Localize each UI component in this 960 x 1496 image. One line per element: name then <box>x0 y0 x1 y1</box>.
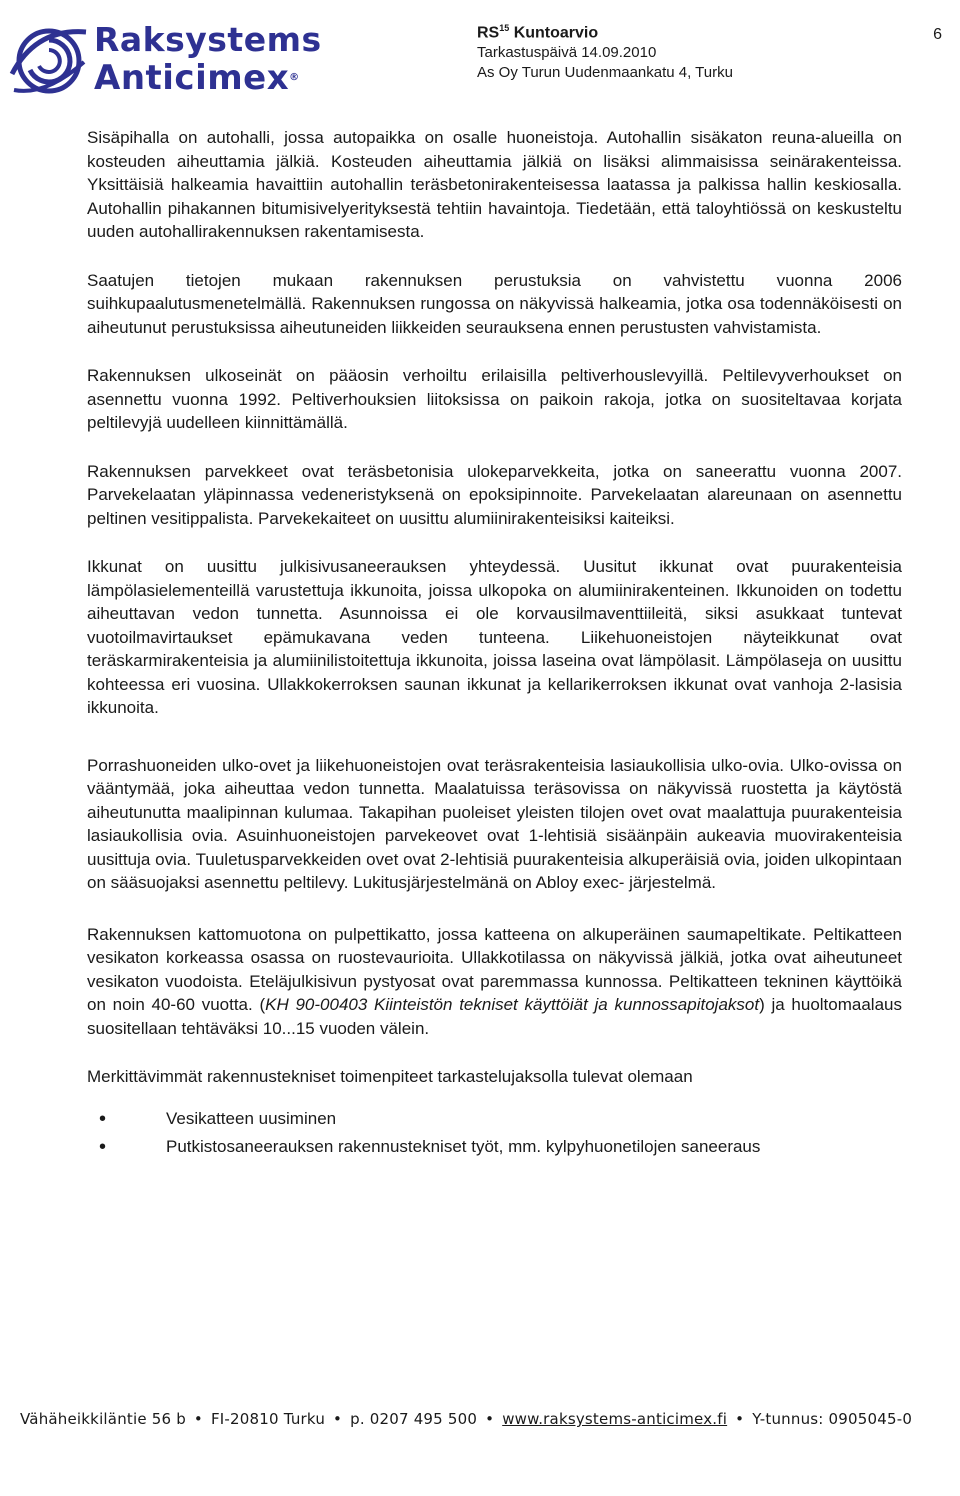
property-address: As Oy Turun Uudenmaankatu 4, Turku <box>477 64 733 82</box>
page-footer <box>20 1410 912 1428</box>
roof-text-after: ) ja huoltomaalaus suositellaan tehtäväksi 10...15 vuoden välein. <box>87 995 902 1038</box>
company-logo <box>6 14 322 104</box>
document-body <box>87 126 902 1163</box>
footer-separator: • <box>485 1410 495 1428</box>
footer-postal: FI-20810 Turku <box>210 1410 326 1428</box>
footer-business-id: Y-tunnus: 0905045-0 <box>752 1410 913 1428</box>
logo-emblem-icon <box>6 18 92 104</box>
footer-separator: • <box>735 1410 745 1428</box>
list-item: • Vesikatteen uusiminen <box>87 1107 902 1131</box>
report-header <box>477 18 733 83</box>
paragraph-foundations: Saatujen tietojen mukaan rakennuksen perustuksia on vahvistettu vuonna 2006 suihkupaalutusmenetelmällä. Rakennuksen rungossa on näkyvissä halkeamia, jotka osa todennäköisesti on aiheutunut perustuksissa aiheutuneiden liikkeiden seurauksena ennen perustusten vahvistamista. <box>87 270 902 337</box>
report-title-prefix: RS <box>477 24 500 42</box>
roof-text-before: Rakennuksen kattomuotona on pulpettikatto, jossa katteena on alkuperäinen saumapeltikate. Peltikatteen vesikaton korkeassa osassa on ruostevaurioita. Ullakkotilassa on näkyvissä jälkiä, jotka ovat aiheutuneet vesikaton vuodoista. Eteläjulkisivun pystyosat ovat paremmassa kunnossa. Peltikatteen tekninen käyttöikä on noin 40-60 vuotta. ( <box>87 924 902 1014</box>
inspection-date: Tarkastuspäivä 14.09.2010 <box>477 44 657 62</box>
logo-line1: Raksystems <box>94 20 322 59</box>
footer-website-link[interactable]: www.raksystems-anticimex.fi <box>502 1410 728 1428</box>
footer-address: Vähäheikkiläntie 56 b <box>20 1410 186 1428</box>
report-title-sup: 15 <box>499 23 510 33</box>
logo-line2 <box>94 58 322 98</box>
footer-phone: p. 0207 495 500 <box>350 1410 478 1428</box>
logo-registered-mark: ® <box>289 72 300 83</box>
report-title-suffix: Kuntoarvio <box>509 24 599 42</box>
logo-wordmark <box>94 22 322 98</box>
page-number: 6 <box>933 26 942 43</box>
paragraph-balconies: Rakennuksen parvekkeet ovat teräsbetonisia ulokeparvekkeita, jotka on saneerattu vuonna 2007. Parvekelaatan yläpinnassa vedeneristyksenä on epoksipinnoite. Parvekelaatan alareunaan on asennettu peltinen vesitippalista. Parvekekaiteet on uusittu alumiinirakenteisiksi kaiteiksi. <box>87 461 902 528</box>
roof-reference-italic: KH 90-00403 Kiinteistön tekniset käyttöiät ja kunnossapitojaksot <box>265 995 760 1014</box>
paragraph-roof <box>87 923 902 1041</box>
footer-separator: • <box>193 1410 203 1428</box>
report-title <box>477 18 733 43</box>
measures-intro: Merkittävimmät rakennustekniset toimenpiteet tarkastelujaksolla tulevat olemaan <box>87 1067 693 1086</box>
paragraph-parking-hall: Sisäpihalla on autohalli, jossa autopaikka on osalle huoneistoja. Autohallin sisäkaton reuna-alueilla on kosteuden aiheuttamia jälkiä. Kosteuden aiheuttamia jälkiä on lisäksi alimmaisissa seinärakenteissa. Yksittäisiä halkeamia havaittiin autohallin teräsbetonirakenteisessa laatassa ja palkissa hallin keskiosalla. Autohallin pihakannen bitumisivelyerityksestä tehtiin havaintoja. Tiedetään, että taloyhtiössä on keskusteltu uuden autohallirakennuksen rakentamisesta. <box>87 128 902 241</box>
paragraph-exterior-walls: Rakennuksen ulkoseinät on pääosin verhoiltu erilaisilla peltiverhouslevyillä. Peltilevyverhoukset on asennettu vuonna 1992. Peltiverhouksien liitoksissa on paikoin rakoja, jotka on suositeltavaa korjata peltilevyjä uudelleen kiinnittämällä. <box>87 366 902 432</box>
list-item: • Putkistosaneerauksen rakennustekniset työt, mm. kylpyhuonetilojen saneeraus <box>87 1135 902 1159</box>
measures-list <box>87 1107 902 1159</box>
paragraph-windows: Ikkunat on uusittu julkisivusaneerauksen yhteydessä. Uusitut ikkunat ovat puurakenteisia lämpölasielementeillä varustettuja ikkunoita, joissa ulkopoka on alumiinirakenteinen. Ikkunoiden on todettu aiheuttavan vedon tunnetta. Asunnoissa ei ole korvausilmaventtiileitä, siksi asukkaat tuntevat vuotoilmavirtaukset epämukavana veden tunteena. Liikehuoneistojen näyteikkunat ovat teräskarmirakenteisia ja alumiinilistoitettuja ikkunoita, joissa laseina ovat lämpölasit. Lämpölaseja on uusittu kohteessa eri vuosina. Ullakkokerroksen saunan ikkunat ja kellarikerroksen ikkunat ovat vanhoja 2-lasisia ikkunoita. <box>87 557 902 717</box>
paragraph-doors: Porrashuoneiden ulko-ovet ja liikehuoneistojen ovat teräsrakenteisia lasiaukollisia ulko-ovia. Ulko-ovissa on vääntymää, joka aiheuttaa vedon tunnetta. Maalatuissa teräsovissa on näkyvissä ruostetta ja käytöstä aiheutunutta maalipinnan kulumaa. Takapihan puoleiset yleisten tilojen ovet ovat maalattuja puurakenteisia lasiaukollisia ovia. Asuinhuoneistojen parvekeovet ovat 1-lehtisiä sisäänpäin aukeavia muovirakenteisia uusittuja ovia. Tuuletusparvekkeiden ovet ovat 2-lehtisiä puurakenteisia alkuperäisiä ovia, joiden ulkopintaan on sääsuojaksi asennettu peltilevy. Lukitusjärjestelmänä on Abloy exec- järjestelmä. <box>87 755 902 892</box>
logo-line2-text: Anticimex <box>94 58 290 98</box>
footer-separator: • <box>333 1410 343 1428</box>
